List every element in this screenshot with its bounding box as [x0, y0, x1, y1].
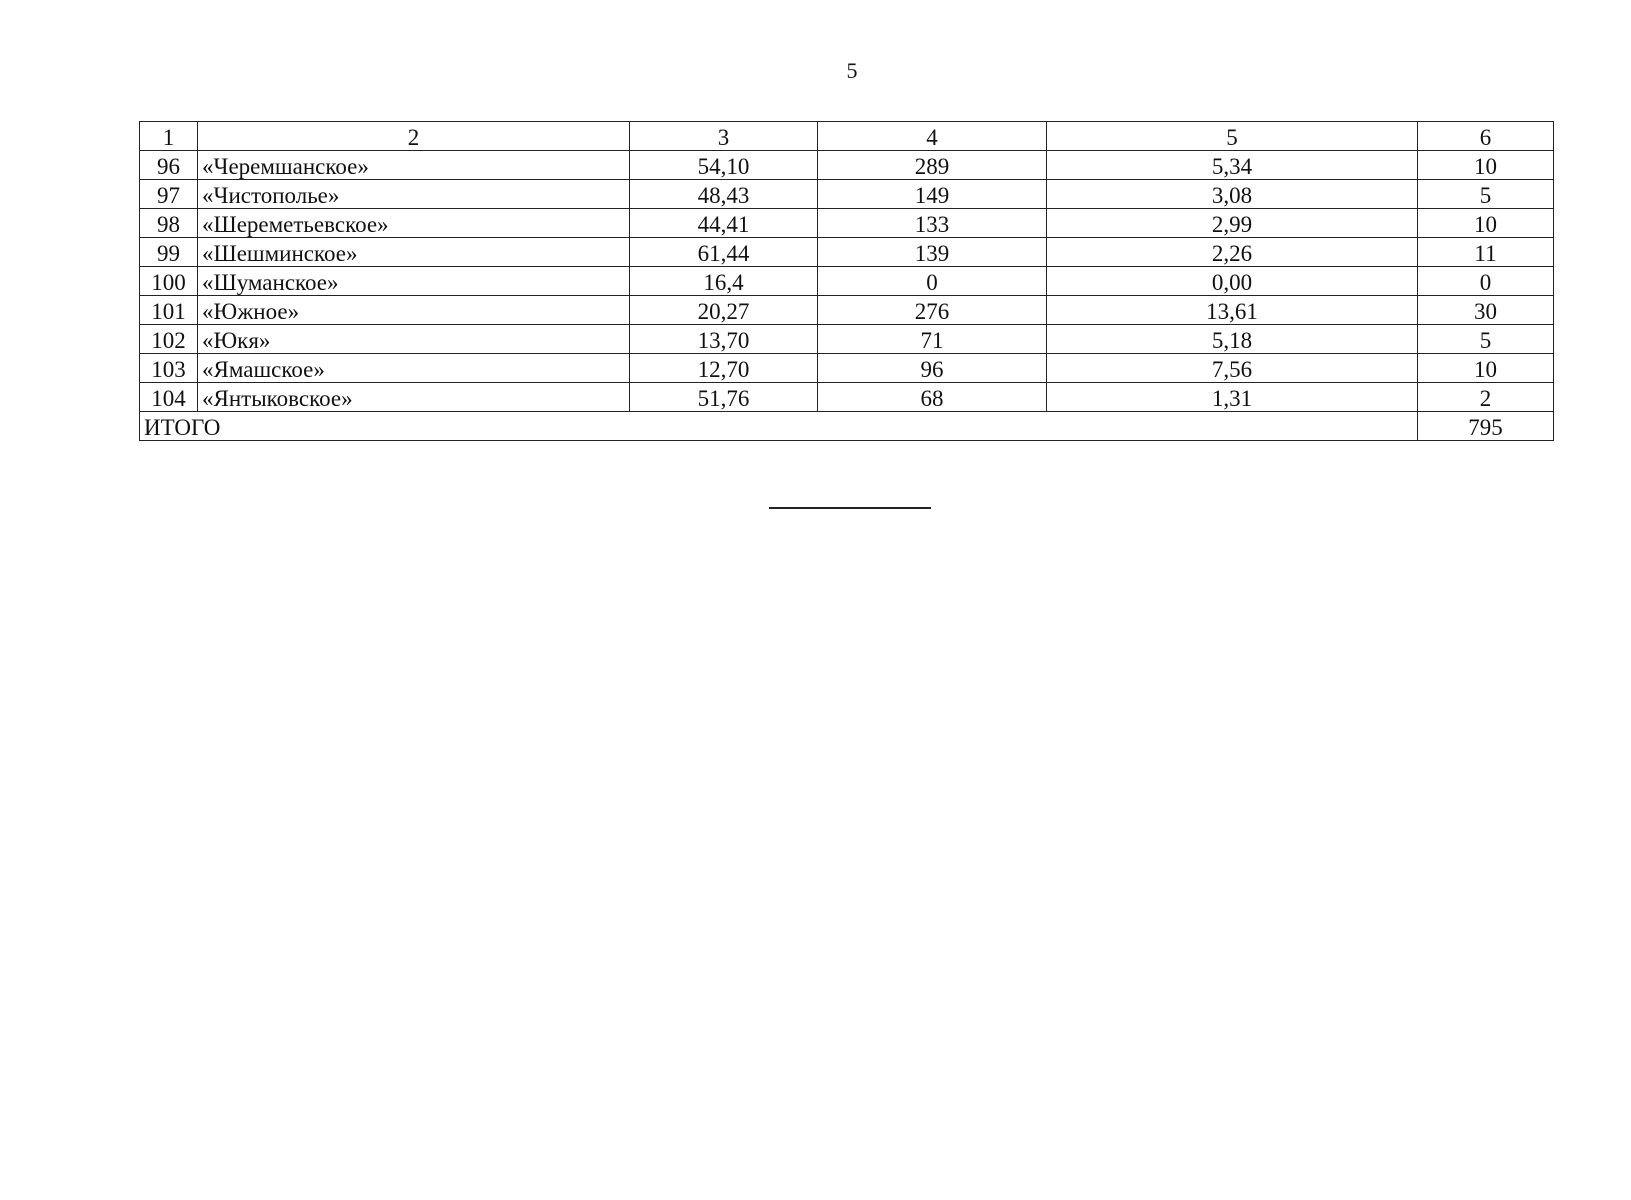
- table-row: [140, 325, 1554, 354]
- row-col6-cell: 10: [1418, 209, 1554, 238]
- total-label: ИТОГО: [140, 412, 1418, 441]
- row-number-cell: 102: [140, 325, 198, 354]
- row-col4-cell: 68: [818, 383, 1047, 412]
- row-col6-cell: 11: [1418, 238, 1554, 267]
- row-name-cell: «Шешминское»: [198, 238, 630, 267]
- row-col5-cell: 2,99: [1047, 209, 1418, 238]
- header-cell-6: 6: [1418, 122, 1554, 151]
- row-col5-cell: 3,08: [1047, 180, 1418, 209]
- table-body: [140, 122, 1554, 441]
- row-number-cell: 101: [140, 296, 198, 325]
- row-col5-cell: 5,18: [1047, 325, 1418, 354]
- row-name-cell: «Чистополье»: [198, 180, 630, 209]
- row-col3-cell: 61,44: [630, 238, 818, 267]
- row-col5-cell: 13,61: [1047, 296, 1418, 325]
- footer-rule: [769, 507, 931, 509]
- row-col5-cell: 5,34: [1047, 151, 1418, 180]
- row-col6-cell: 30: [1418, 296, 1554, 325]
- row-col6-cell: 0: [1418, 267, 1554, 296]
- row-col5-cell: 7,56: [1047, 354, 1418, 383]
- row-name-cell: «Ямашское»: [198, 354, 630, 383]
- row-col3-cell: 54,10: [630, 151, 818, 180]
- row-col3-cell: 12,70: [630, 354, 818, 383]
- row-col3-cell: 51,76: [630, 383, 818, 412]
- header-cell-1: 1: [140, 122, 198, 151]
- row-col5-cell: 1,31: [1047, 383, 1418, 412]
- row-name-cell: «Южное»: [198, 296, 630, 325]
- row-name-cell: «Юкя»: [198, 325, 630, 354]
- table-row: [140, 238, 1554, 267]
- row-col3-cell: 48,43: [630, 180, 818, 209]
- row-col3-cell: 20,27: [630, 296, 818, 325]
- row-col6-cell: 5: [1418, 325, 1554, 354]
- header-cell-3: 3: [630, 122, 818, 151]
- row-col4-cell: 133: [818, 209, 1047, 238]
- header-cell-4: 4: [818, 122, 1047, 151]
- table-row: [140, 180, 1554, 209]
- row-col5-cell: 0,00: [1047, 267, 1418, 296]
- total-value: 795: [1418, 412, 1554, 441]
- header-cell-2: 2: [198, 122, 630, 151]
- table-row: [140, 354, 1554, 383]
- row-number-cell: 100: [140, 267, 198, 296]
- table-header-row: [140, 122, 1554, 151]
- row-col4-cell: 0: [818, 267, 1047, 296]
- row-col6-cell: 10: [1418, 354, 1554, 383]
- row-col4-cell: 96: [818, 354, 1047, 383]
- row-col6-cell: 2: [1418, 383, 1554, 412]
- row-col4-cell: 71: [818, 325, 1047, 354]
- row-col6-cell: 5: [1418, 180, 1554, 209]
- table-row: [140, 209, 1554, 238]
- data-table: [139, 121, 1554, 441]
- row-col3-cell: 13,70: [630, 325, 818, 354]
- page-number: 5: [846, 58, 858, 83]
- table-row: [140, 267, 1554, 296]
- table-row: [140, 296, 1554, 325]
- row-col4-cell: 139: [818, 238, 1047, 267]
- row-col4-cell: 276: [818, 296, 1047, 325]
- row-number-cell: 104: [140, 383, 198, 412]
- row-col4-cell: 289: [818, 151, 1047, 180]
- row-col3-cell: 16,4: [630, 267, 818, 296]
- row-col3-cell: 44,41: [630, 209, 818, 238]
- row-number-cell: 98: [140, 209, 198, 238]
- table-row: [140, 383, 1554, 412]
- table-row: [140, 151, 1554, 180]
- row-number-cell: 99: [140, 238, 198, 267]
- row-col5-cell: 2,26: [1047, 238, 1418, 267]
- row-col4-cell: 149: [818, 180, 1047, 209]
- header-cell-5: 5: [1047, 122, 1418, 151]
- total-row: [140, 412, 1554, 441]
- row-number-cell: 103: [140, 354, 198, 383]
- row-name-cell: «Янтыковское»: [198, 383, 630, 412]
- row-name-cell: «Шереметьевское»: [198, 209, 630, 238]
- row-number-cell: 97: [140, 180, 198, 209]
- row-name-cell: «Черемшанское»: [198, 151, 630, 180]
- row-name-cell: «Шуманское»: [198, 267, 630, 296]
- row-col6-cell: 10: [1418, 151, 1554, 180]
- row-number-cell: 96: [140, 151, 198, 180]
